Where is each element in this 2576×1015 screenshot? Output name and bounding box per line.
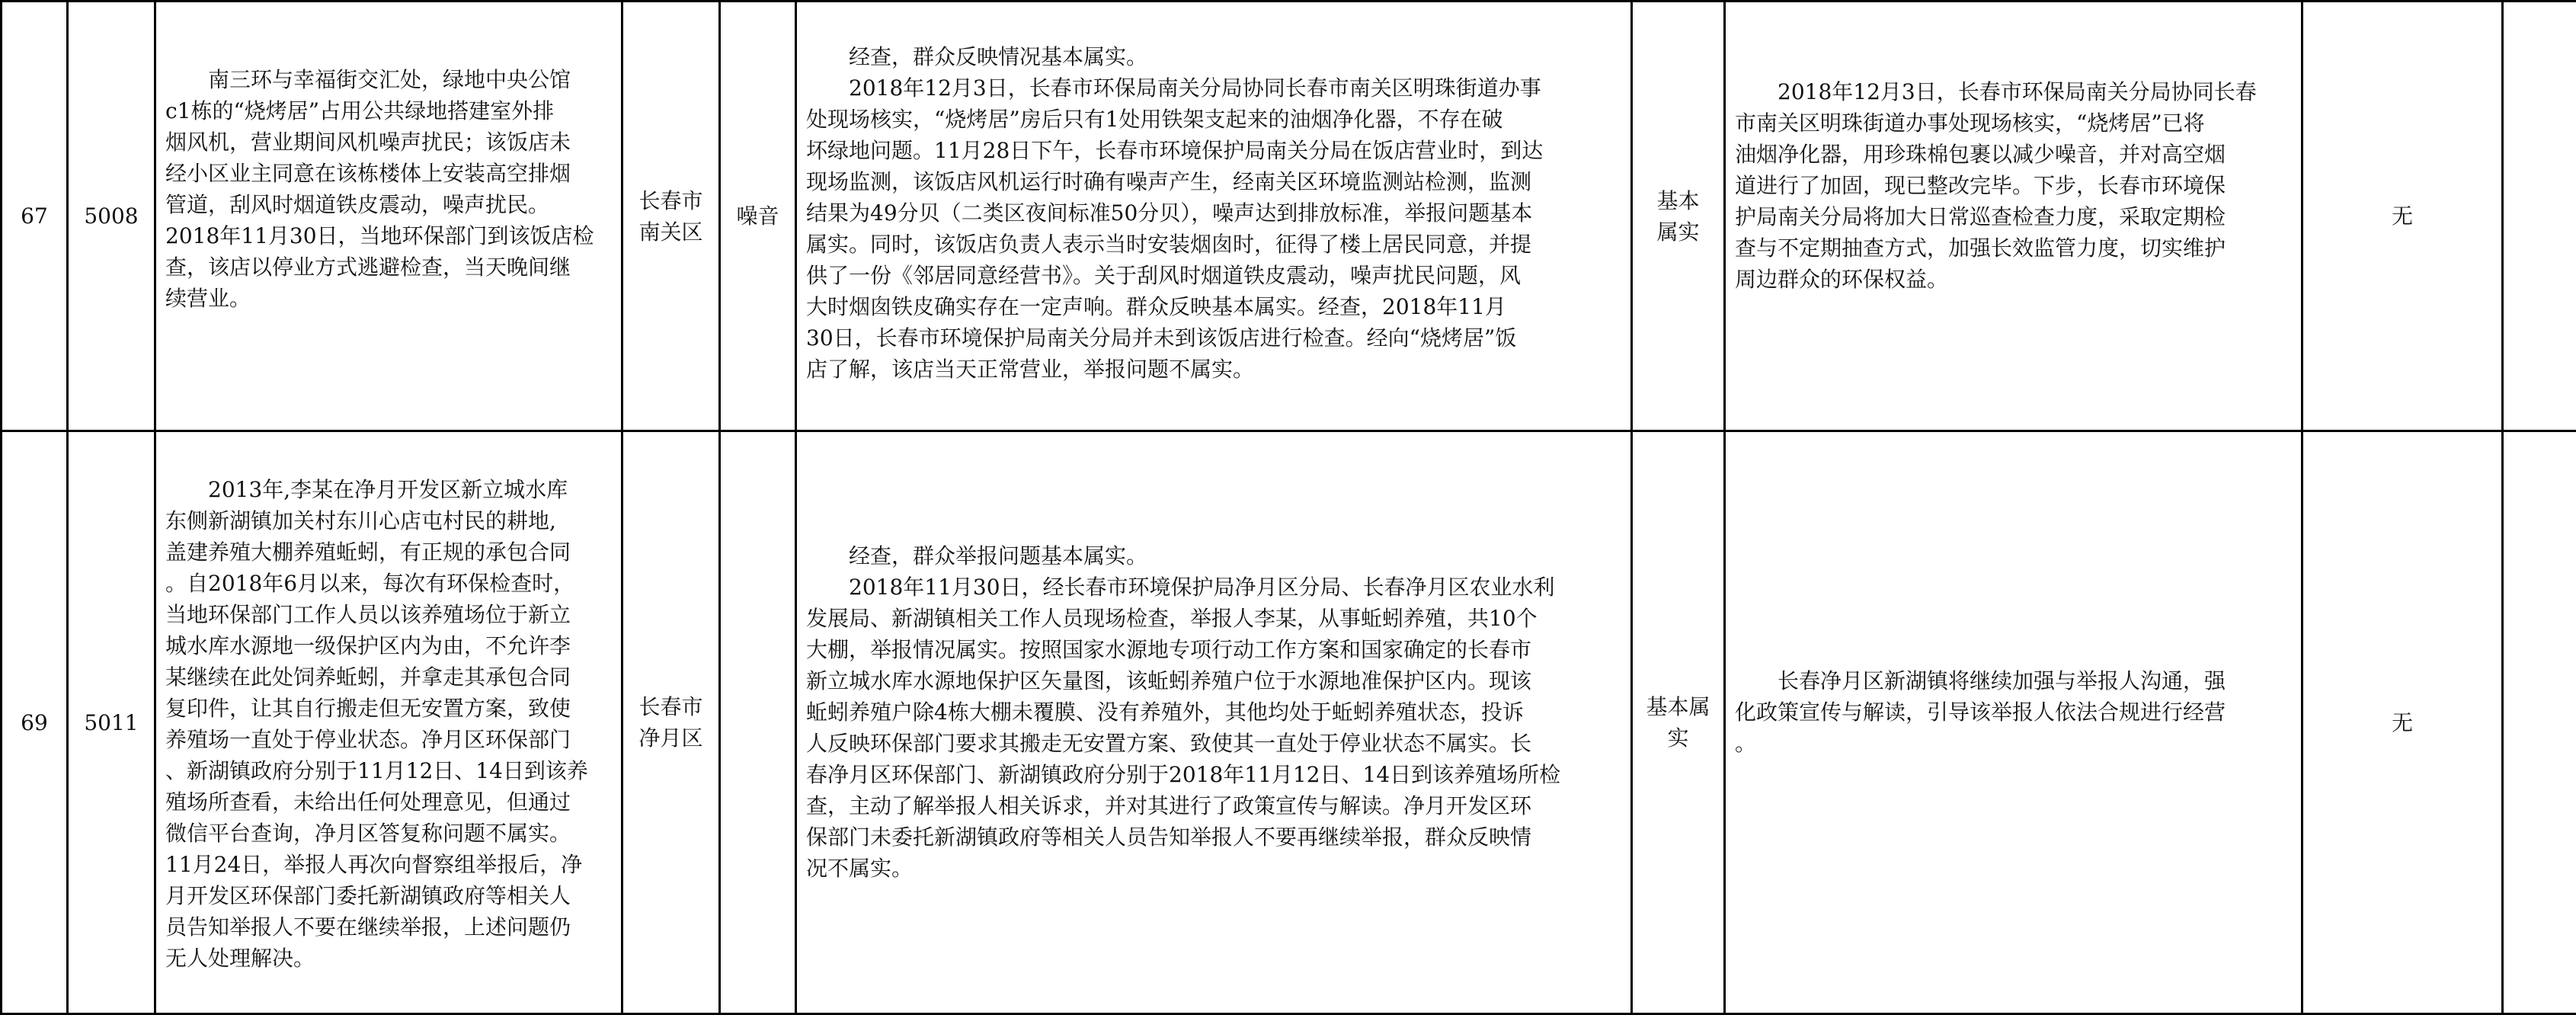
- table-row: [2, 431, 2576, 1014]
- content-line: 东侧新湖镇加关村东川心店屯村民的耕地,: [165, 505, 610, 536]
- verdict-line: 实: [1633, 722, 1723, 754]
- district-line: 长春市: [623, 691, 718, 722]
- content-line: 2013年,李某在净月开发区新立城水库: [165, 474, 610, 505]
- empty-cell: [2503, 2, 2576, 431]
- row-seq-cell: [2, 2, 68, 431]
- action-line: 。: [1735, 728, 2289, 759]
- action-line: 化政策宣传与解读，引导该举报人依法合规进行经营: [1735, 696, 2289, 728]
- verdict-line: 基本: [1633, 185, 1723, 216]
- content-line: 11月24日，举报人再次向督察组举报后，净: [165, 849, 610, 880]
- finding-line: 现场监测，该饭店风机运行时确有噪声产生，经南关区环境监测站检测，监测: [806, 166, 1617, 197]
- content-line: 员告知举报人不要在继续举报，上述问题仍: [165, 911, 610, 943]
- action-line: 护局南关分局将加大日常巡查检查力度，采取定期检: [1735, 201, 2289, 232]
- finding-line: 供了一份《邻居同意经营书》。关于刮风时烟道铁皮震动，噪声扰民问题，风: [806, 260, 1617, 291]
- complaint-content-cell: [155, 431, 622, 1014]
- row-seq-cell: [2, 431, 68, 1014]
- empty-cell: [2503, 431, 2576, 1014]
- verdict-cell: [1632, 2, 1725, 431]
- investigation-cell: [796, 2, 1632, 431]
- action-line: 油烟净化器，用珍珠棉包裹以减少噪音，并对高空烟: [1735, 139, 2289, 170]
- content-line: 复印件，让其自行搬走但无安置方案，致使: [165, 693, 610, 724]
- accountability-cell: [2302, 431, 2503, 1014]
- action-line: 道进行了加固，现已整改完毕。下步，长春市环境保: [1735, 170, 2289, 201]
- content-line: 某继续在此处饲养蚯蚓，并拿走其承包合同: [165, 661, 610, 693]
- content-line: 南三环与幸福街交汇处，绿地中央公馆: [165, 64, 610, 95]
- content-line: 城水库水源地一级保护区内为由，不允许李: [165, 630, 610, 661]
- row-code: 5011: [84, 710, 138, 735]
- finding-line: 大时烟囱铁皮确实存在一定声响。群众反映基本属实。经查，2018年11月: [806, 291, 1617, 322]
- finding-line: 店了解，该店当天正常营业，举报问题不属实。: [806, 354, 1617, 385]
- content-line: 月开发区环保部门委托新湖镇政府等相关人: [165, 880, 610, 911]
- content-line: 盖建养殖大棚养殖蚯蚓，有正规的承包合同: [165, 536, 610, 568]
- row-seq: 69: [21, 710, 48, 735]
- finding-line: 坏绿地问题。11月28日下午，长春市环境保护局南关分局在饭店营业时，到达: [806, 135, 1617, 166]
- verdict-line: 基本属: [1633, 691, 1723, 722]
- investigation-cell: [796, 431, 1632, 1014]
- rectification-cell: [1725, 2, 2302, 431]
- complaint-content-cell: [155, 2, 622, 431]
- row-seq: 67: [21, 203, 48, 229]
- verdict-line: 属实: [1633, 216, 1723, 248]
- finding-line: 结果为49分贝（二类区夜间标准50分贝），噪声达到排放标准，举报问题基本: [806, 197, 1617, 229]
- content-line: c1栋的“烧烤居”占用公共绿地搭建室外排: [165, 95, 610, 126]
- action-line: 市南关区明珠街道办事处现场核实，“烧烤居”已将: [1735, 107, 2289, 139]
- finding-line: 经查，群众反映情况基本属实。: [806, 41, 1617, 72]
- finding-line: 大棚，举报情况属实。按照国家水源地专项行动工作方案和国家确定的长春市: [806, 634, 1617, 665]
- finding-line: 新立城水库水源地保护区矢量图，该蚯蚓养殖户位于水源地准保护区内。现该: [806, 665, 1617, 696]
- finding-line: 发展局、新湖镇相关工作人员现场检查，举报人李某，从事蚯蚓养殖，共10个: [806, 603, 1617, 634]
- finding-line: 经查，群众举报问题基本属实。: [806, 540, 1617, 572]
- finding-line: 春净月区环保部门、新湖镇政府分别于2018年11月12日、14日到该养殖场所检: [806, 759, 1617, 790]
- content-line: 当地环保部门工作人员以该养殖场位于新立: [165, 599, 610, 630]
- pollution-type: 噪音: [736, 203, 779, 229]
- finding-line: 2018年12月3日，长春市环保局南关分局协同长春市南关区明珠街道办事: [806, 72, 1617, 104]
- content-line: 管道，刮风时烟道铁皮震动，噪声扰民。: [165, 189, 610, 220]
- action-line: 查与不定期抽查方式，加强长效监管力度，切实维护: [1735, 232, 2289, 264]
- accountability-cell: [2302, 2, 2503, 431]
- verdict-cell: [1632, 431, 1725, 1014]
- action-line: 周边群众的环保权益。: [1735, 264, 2289, 295]
- accountability-value: 无: [2392, 710, 2413, 735]
- finding-line: 属实。同时，该饭店负责人表示当时安装烟囱时，征得了楼上居民同意，并提: [806, 229, 1617, 260]
- district-line: 南关区: [623, 216, 718, 248]
- content-line: 殖场所查看，未给出任何处理意见，但通过: [165, 786, 610, 818]
- table-row: [2, 2, 2576, 431]
- finding-line: 况不属实。: [806, 853, 1617, 884]
- district-line: 净月区: [623, 722, 718, 754]
- finding-line: 30日，长春市环境保护局南关分局并未到该饭店进行检查。经向“烧烤居”饭: [806, 322, 1617, 354]
- content-line: 2018年11月30日，当地环保部门到该饭店检: [165, 220, 610, 251]
- row-code: 5008: [84, 203, 138, 229]
- action-line: 2018年12月3日，长春市环保局南关分局协同长春: [1735, 76, 2289, 107]
- finding-line: 2018年11月30日，经长春市环境保护局净月区分局、长春净月区农业水利: [806, 572, 1617, 603]
- action-line: 长春净月区新湖镇将继续加强与举报人沟通，强: [1735, 665, 2289, 696]
- content-line: 微信平台查询，净月区答复称问题不属实。: [165, 818, 610, 849]
- content-line: 、新湖镇政府分别于11月12日、14日到该养: [165, 755, 610, 786]
- row-code-cell: [68, 2, 155, 431]
- district-line: 长春市: [623, 185, 718, 216]
- content-line: 。自2018年6月以来，每次有环保检查时，: [165, 568, 610, 599]
- finding-line: 蚯蚓养殖户除4栋大棚未覆膜、没有养殖外，其他均处于蚯蚓养殖状态，投诉: [806, 696, 1617, 728]
- pollution-type-cell: [720, 2, 796, 431]
- content-line: 烟风机，营业期间风机噪声扰民；该饭店未: [165, 126, 610, 158]
- district-cell: [622, 431, 720, 1014]
- content-line: 查，该店以停业方式逃避检查，当天晚间继: [165, 251, 610, 283]
- accountability-value: 无: [2392, 203, 2413, 229]
- district-cell: [622, 2, 720, 431]
- pollution-type-cell: [720, 431, 796, 1014]
- finding-line: 查，主动了解举报人相关诉求，并对其进行了政策宣传与解读。净月开发区环: [806, 790, 1617, 821]
- content-line: 养殖场一直处于停业状态。净月区环保部门: [165, 724, 610, 755]
- finding-line: 人反映环保部门要求其搬走无安置方案、致使其一直处于停业状态不属实。长: [806, 728, 1617, 759]
- content-line: 续营业。: [165, 283, 610, 314]
- content-line: 无人处理解决。: [165, 943, 610, 974]
- content-line: 经小区业主同意在该栋楼体上安装高空排烟: [165, 158, 610, 189]
- rectification-cell: [1725, 431, 2302, 1014]
- finding-line: 处现场核实，“烧烤居”房后只有1处用铁架支起来的油烟净化器，不存在破: [806, 104, 1617, 135]
- row-code-cell: [68, 431, 155, 1014]
- finding-line: 保部门未委托新湖镇政府等相关人员告知举报人不要再继续举报，群众反映情: [806, 821, 1617, 853]
